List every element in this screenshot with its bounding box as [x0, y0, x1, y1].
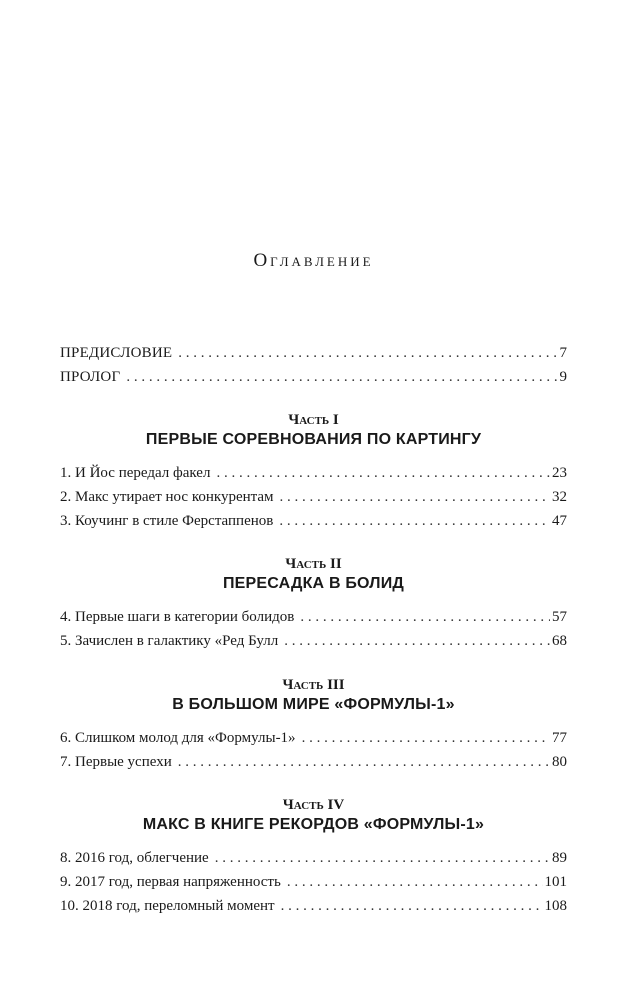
toc-entry-chapter-2[interactable]: [60, 487, 567, 507]
entry-label: 9. 2017 год, первая напряженность: [60, 874, 281, 890]
dot-leader: [281, 896, 543, 916]
entry-page-number: 68: [552, 633, 567, 649]
toc-entry-prologue[interactable]: [60, 367, 567, 387]
entry-page-number: 32: [552, 489, 567, 505]
dot-leader: [287, 872, 543, 892]
dot-leader: [126, 367, 557, 387]
dot-leader: [280, 487, 550, 507]
toc-entry-chapter-7[interactable]: [60, 752, 567, 772]
entry-label: 8. 2016 год, облегчение: [60, 850, 209, 866]
dot-leader: [300, 607, 550, 627]
part-3-title: В БОЛЬШОМ МИРЕ «ФОРМУЛЫ-1»: [172, 696, 455, 713]
entry-label: ПРОЛОГ: [60, 369, 121, 385]
entry-page-number: 89: [552, 850, 567, 866]
dot-leader: [302, 728, 550, 748]
entry-page-number: 7: [559, 345, 567, 361]
toc-page: [60, 0, 567, 1000]
entry-page-number: 23: [552, 465, 567, 481]
toc-entry-chapter-3[interactable]: [60, 511, 567, 531]
entry-label: ПРЕДИСЛОВИЕ: [60, 345, 173, 361]
entry-label: 2. Макс утирает нос конкурентам: [60, 489, 274, 505]
part-1-title: ПЕРВЫЕ СОРЕВНОВАНИЯ ПО КАРТИНГУ: [145, 431, 482, 448]
entry-page-number: 9: [559, 369, 567, 385]
entry-page-number: 101: [544, 874, 567, 890]
toc-entry-chapter-8[interactable]: [60, 848, 567, 868]
dot-leader: [178, 752, 550, 772]
part-3-label: Часть III: [282, 677, 345, 693]
entry-page-number: 80: [552, 754, 567, 770]
dot-leader: [279, 511, 550, 531]
dot-leader: [284, 631, 550, 651]
dot-leader: [215, 848, 550, 868]
toc-title: Оглавление: [253, 250, 374, 271]
toc-entry-chapter-5[interactable]: [60, 631, 567, 651]
toc-entry-chapter-9[interactable]: [60, 872, 567, 892]
part-2-label: Часть II: [285, 556, 342, 572]
part-2-title: ПЕРЕСАДКА В БОЛИД: [222, 575, 405, 592]
entry-label: 4. Первые шаги в категории болидов: [60, 609, 295, 625]
entry-label: 1. И Йос передал факел: [60, 465, 211, 481]
part-4-label: Часть IV: [282, 797, 345, 813]
toc-entry-preface[interactable]: [60, 343, 567, 363]
entry-page-number: 77: [552, 730, 567, 746]
part-1-label: Часть I: [288, 412, 339, 428]
toc-entry-chapter-6[interactable]: [60, 728, 567, 748]
toc-entry-chapter-4[interactable]: [60, 607, 567, 627]
dot-leader: [178, 343, 557, 363]
toc-entry-chapter-10[interactable]: [60, 896, 567, 916]
entry-label: 6. Слишком молод для «Формулы-1»: [60, 730, 296, 746]
entry-label: 10. 2018 год, переломный момент: [60, 898, 275, 914]
part-4-title: МАКС В КНИГЕ РЕКОРДОВ «ФОРМУЛЫ-1»: [142, 816, 485, 833]
entry-page-number: 108: [544, 898, 567, 914]
toc-entry-chapter-1[interactable]: [60, 463, 567, 483]
entry-page-number: 57: [552, 609, 567, 625]
entry-page-number: 47: [552, 513, 567, 529]
dot-leader: [216, 463, 550, 483]
entry-label: 3. Коучинг в стиле Ферстаппенов: [60, 513, 274, 529]
entry-label: 5. Зачислен в галактику «Ред Булл: [60, 633, 279, 649]
entry-label: 7. Первые успехи: [60, 754, 172, 770]
